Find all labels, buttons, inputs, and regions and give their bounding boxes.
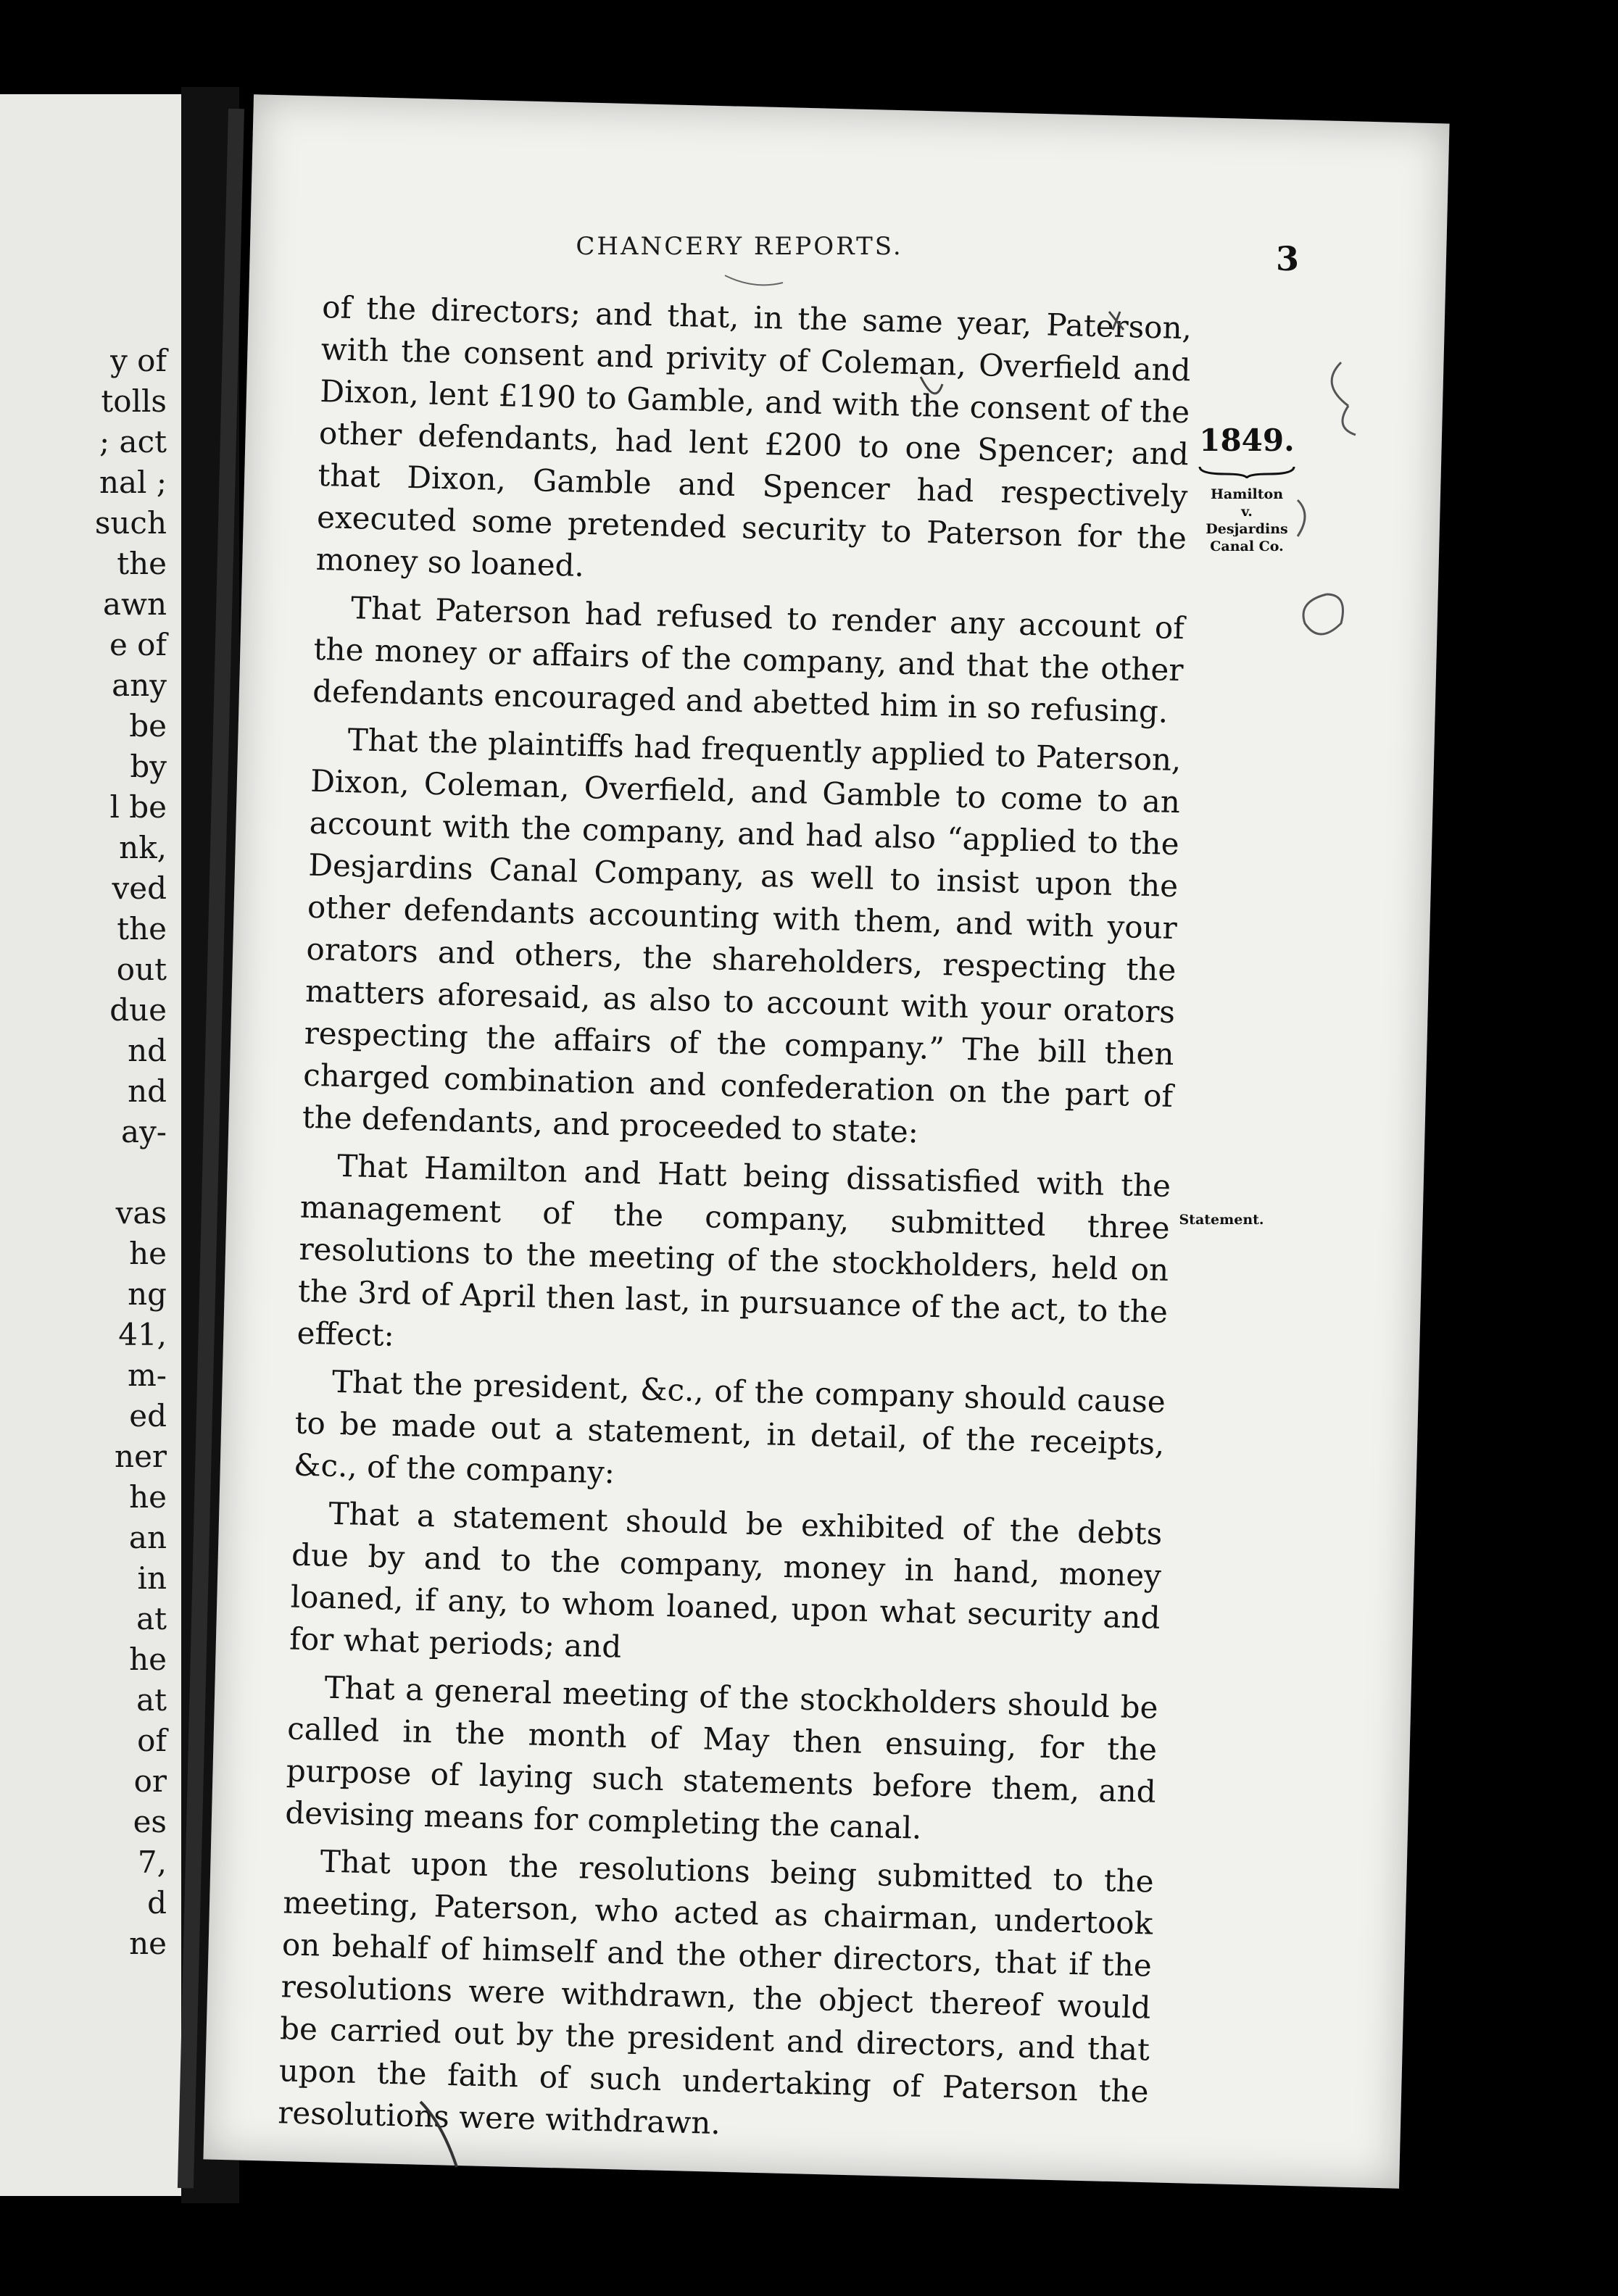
facing-page-fragment: tolls xyxy=(101,383,167,419)
facing-page-fragment: he xyxy=(129,1642,167,1677)
facing-page-fragment: nd xyxy=(128,1033,167,1068)
facing-page-fragment: of xyxy=(137,1723,167,1758)
facing-page-fragment: any xyxy=(112,667,167,703)
paragraph: That the plaintiffs had frequently applied to Paterson, Dixon, Coleman, Overfield, and Gamble to come to an account with the company, and had also “applied to the Desjardins Canal Company, as well to insist upon the other defendants accounting with them, and with your orators and others, the shareholders, respecting the matters aforesaid, as also to account with your orators respecting the affairs of the company.” The bill then charged combination and confederation on the part of the defendants, and proceeded to state: xyxy=(302,722,1182,1150)
facing-page-fragment: y of xyxy=(110,343,167,378)
facing-page-fragment: ng xyxy=(128,1276,167,1312)
running-header: CHANCERY REPORTS. xyxy=(576,232,903,261)
facing-page-fragment: d xyxy=(147,1885,167,1921)
facing-page-fragment: ne xyxy=(129,1926,167,1961)
margin-brace xyxy=(1196,464,1298,478)
facing-page-fragment: be xyxy=(129,708,167,744)
facing-page-fragment: an xyxy=(128,1520,167,1555)
facing-page-fragment: by xyxy=(130,749,167,784)
facing-page-fragment: m- xyxy=(127,1357,167,1393)
facing-page-fragment: e of xyxy=(109,627,167,662)
margin-year: 1849. xyxy=(1199,423,1295,458)
page-body xyxy=(278,286,1192,2161)
facing-page-fragment: nk, xyxy=(119,830,167,865)
facing-page-fragment: in xyxy=(137,1560,167,1596)
facing-page-fragment: such xyxy=(94,505,167,541)
facing-page-fragment: he xyxy=(129,1479,167,1515)
facing-page-fragment: nal ; xyxy=(99,465,167,500)
facing-page-fragment: the xyxy=(117,546,167,581)
facing-page-fragment: due xyxy=(109,992,167,1028)
facing-page-fragment: at xyxy=(136,1682,167,1718)
facing-page-fragment: vas xyxy=(115,1195,167,1231)
facing-page-fragment: out xyxy=(116,952,167,987)
facing-page-fragment: at xyxy=(136,1601,167,1636)
facing-page-fragment: or xyxy=(133,1763,167,1799)
margin-case-line: Canal Co. xyxy=(1210,538,1284,554)
facing-page-fragment: nd xyxy=(128,1073,167,1109)
paragraph: That upon the resolutions being submitted to the meeting, Paterson, who acted as chairman, undertook on behalf of himself and the other directors, that if the resolutions were withdrawn, the object thereof would be carried out by the president and directors, and that upon the faith of such undertaking of Paterson the resolutions were withdrawn. xyxy=(277,1843,1155,2142)
paragraph: That a statement should be exhibited of the debts due by and to the company, money in hand, money loaned, if any, to whom loaned, upon what security and for what periods; and xyxy=(289,1495,1163,1665)
facing-page-fragment: ed xyxy=(129,1398,167,1434)
facing-page-fragment: 41, xyxy=(118,1317,167,1352)
facing-page-fragment: he xyxy=(129,1236,167,1271)
facing-page-fragment xyxy=(0,1152,167,1193)
facing-page-fragment: the xyxy=(117,911,167,947)
paragraph: That a general meeting of the stockholders should be called in the month of May then ensuing, for the purpose of laying such statements before them, and devising means for completing the canal. xyxy=(284,1669,1159,1846)
margin-case-name xyxy=(1189,486,1305,555)
facing-page-text xyxy=(0,341,167,1964)
facing-page-fragment: 7, xyxy=(137,1844,167,1880)
page-number: 3 xyxy=(1276,239,1300,278)
facing-page-fragment: awn xyxy=(102,586,167,622)
paragraph: That Hamilton and Hatt being dissatisfied with the management of the company, submitted three resolutions to the meeting of the stockholders, held on the 3rd of April then last, in pursuance of the act, to the effect: xyxy=(296,1147,1171,1353)
facing-page-fragment: ay- xyxy=(121,1114,167,1149)
margin-case-line: Hamilton xyxy=(1210,486,1284,502)
facing-page-fragment: ner xyxy=(115,1439,167,1474)
facing-page-fragment: l be xyxy=(109,789,167,825)
facing-page-fragment: ; act xyxy=(99,424,167,459)
margin-statement: Statement. xyxy=(1179,1212,1264,1228)
facing-page-fragment: ved xyxy=(112,870,167,906)
paragraph: That Paterson had refused to render any account of the money or affairs of the company, and that the other defendants encouraged and abetted him in so refusing. xyxy=(312,590,1185,730)
paragraph: That the president, &c., of the company should cause to be made out a statement, in detail, of the receipts, &c., of the company: xyxy=(293,1363,1166,1491)
facing-page-fragment: es xyxy=(133,1804,167,1839)
paragraph: of the directors; and that, in the same year, Paterson, with the consent and privity of Coleman, Overfield and Dixon, lent £190 to Gamble, and with the consent of the other defendants, had lent £200 to one Spencer; and that Dixon, Gamble and Spencer had respectively executed some pretended security to Paterson for the money so loaned. xyxy=(315,288,1192,583)
margin-case-line: Desjardins xyxy=(1206,521,1288,537)
margin-case-line: v. xyxy=(1241,504,1253,520)
